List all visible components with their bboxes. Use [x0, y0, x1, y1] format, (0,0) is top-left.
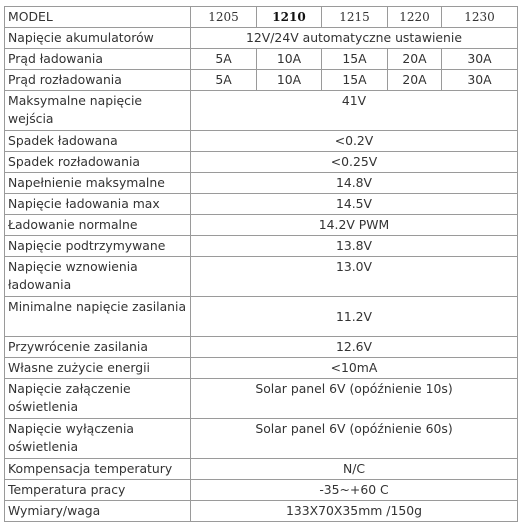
row-value: N/C	[191, 459, 518, 480]
row-label: Temperatura pracy	[5, 480, 191, 501]
table-row	[5, 70, 518, 91]
row-value: <10mA	[191, 358, 518, 379]
row-value: 14.2V PWM	[191, 215, 518, 236]
model-1210-header: 1210	[257, 7, 322, 28]
row-value: 14.8V	[191, 173, 518, 194]
row-label: Spadek rozładowania	[5, 152, 191, 173]
table-row	[5, 480, 518, 501]
row-label: Ładowanie normalne	[5, 215, 191, 236]
row-label: Napięcie akumulatorów	[5, 28, 191, 49]
row-value: 133X70X35mm /150g	[191, 501, 518, 522]
table-row	[5, 236, 518, 257]
row-label: Spadek ładowana	[5, 131, 191, 152]
row-label: Napięcie wyłączenia oświetlenia	[5, 419, 191, 459]
charge-current-1220: 20A	[388, 49, 442, 70]
model-1215-header: 1215	[322, 7, 388, 28]
row-label: Kompensacja temperatury	[5, 459, 191, 480]
row-label: Napięcie wznowienia ładowania	[5, 257, 191, 297]
model-header-label: MODEL	[5, 7, 191, 28]
row-label: Napełnienie maksymalne	[5, 173, 191, 194]
row-value: 14.5V	[191, 194, 518, 215]
row-label: Wymiary/waga	[5, 501, 191, 522]
table-row	[5, 28, 518, 49]
table-row	[5, 194, 518, 215]
table-row	[5, 501, 518, 522]
row-value: 41V	[191, 91, 518, 131]
charge-current-1230: 30A	[442, 49, 518, 70]
table-row	[5, 459, 518, 480]
specification-table	[4, 6, 518, 522]
row-label: Minimalne napięcie zasilania	[5, 297, 191, 337]
charge-current-1210: 10A	[257, 49, 322, 70]
discharge-current-1210: 10A	[257, 70, 322, 91]
table-row	[5, 131, 518, 152]
table-row	[5, 173, 518, 194]
row-label: Napięcie załączenie oświetlenia	[5, 379, 191, 419]
model-1220-header: 1220	[388, 7, 442, 28]
row-value: Solar panel 6V (opóźnienie 10s)	[191, 379, 518, 419]
row-value: 13.8V	[191, 236, 518, 257]
table-row	[5, 91, 518, 131]
table-header-row	[5, 7, 518, 28]
table-row	[5, 358, 518, 379]
table-row	[5, 379, 518, 419]
row-value: -35~+60 C	[191, 480, 518, 501]
row-value: Solar panel 6V (opóźnienie 60s)	[191, 419, 518, 459]
discharge-current-1220: 20A	[388, 70, 442, 91]
row-label: Prąd rozładowania	[5, 70, 191, 91]
table-row	[5, 152, 518, 173]
row-value: 12V/24V automatyczne ustawienie	[191, 28, 518, 49]
table-row	[5, 257, 518, 297]
model-1205-header: 1205	[191, 7, 257, 28]
discharge-current-1230: 30A	[442, 70, 518, 91]
row-label: Maksymalne napięcie wejścia	[5, 91, 191, 131]
row-value: 13.0V	[191, 257, 518, 297]
row-value: <0.2V	[191, 131, 518, 152]
discharge-current-1205: 5A	[191, 70, 257, 91]
row-value: <0.25V	[191, 152, 518, 173]
table-row	[5, 419, 518, 459]
charge-current-1215: 15A	[322, 49, 388, 70]
discharge-current-1215: 15A	[322, 70, 388, 91]
model-1230-header: 1230	[442, 7, 518, 28]
row-label: Napięcie ładowania max	[5, 194, 191, 215]
table-row	[5, 337, 518, 358]
row-value: 12.6V	[191, 337, 518, 358]
row-label: Przywrócenie zasilania	[5, 337, 191, 358]
table-row	[5, 297, 518, 337]
row-label: Własne zużycie energii	[5, 358, 191, 379]
table-row	[5, 49, 518, 70]
charge-current-1205: 5A	[191, 49, 257, 70]
row-value: 11.2V	[191, 297, 518, 337]
row-label: Prąd ładowania	[5, 49, 191, 70]
table-row	[5, 215, 518, 236]
row-label: Napięcie podtrzymywane	[5, 236, 191, 257]
